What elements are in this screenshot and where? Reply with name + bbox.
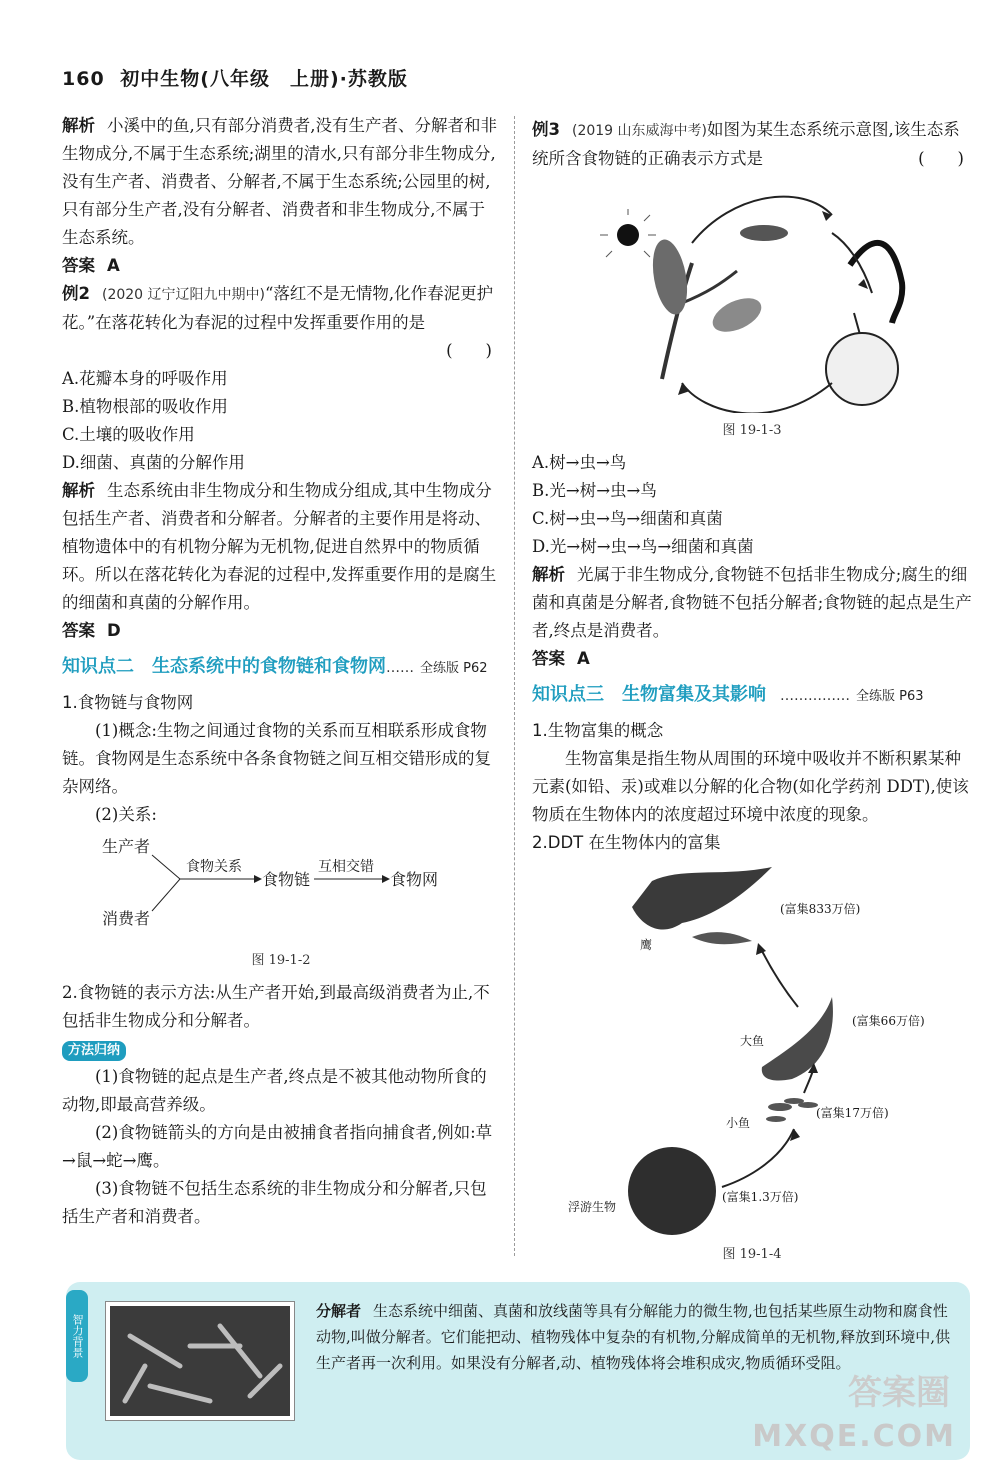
diagram-node-1: 食物链 xyxy=(262,870,311,889)
option-b: B.光→树→虫→鸟 xyxy=(532,481,657,500)
option-a: A.花瓣本身的呼吸作用 xyxy=(62,369,228,388)
smallfish-label: 小鱼 xyxy=(726,1116,751,1130)
method-item-1: (1)食物链的起点是生产者,终点是不被其他动物所食的动物,即最高营养级。 xyxy=(62,1067,487,1114)
analysis-1 xyxy=(62,112,500,252)
answer-label: 答案 xyxy=(532,649,565,668)
answer-label: 答案 xyxy=(62,621,95,640)
example-label: 例3 xyxy=(532,120,560,139)
analysis-label: 解析 xyxy=(532,565,565,584)
answer-2 xyxy=(62,617,500,645)
option-d: D.细菌、真菌的分解作用 xyxy=(62,453,245,472)
panel-body: 生态系统中细菌、真菌和放线菌等具有分解能力的微生物,也包括某些原生动物和腐食性动物,叫做分解者。它们能把动、植物残体中复杂的有机物,分解成简单的无机物,释放到环境中,供生产者再一次利用。如果没有分解者,动、植物残体将会堆积成灾,物质循环受阻。 xyxy=(316,1302,951,1372)
section-1-title: 1.食物链与食物网 xyxy=(62,693,194,712)
section-2-text: 2.食物链的表示方法:从生产者开始,到最高级消费者为止,不包括非生物成分和分解者。 xyxy=(62,983,490,1030)
figure-caption: 图 19-1-4 xyxy=(722,1247,782,1262)
plankton-note: (富集1.3万倍) xyxy=(722,1190,799,1204)
answer-value: D xyxy=(107,621,121,640)
analysis-text: 生态系统由非生物成分和生物成分组成,其中生物成分包括生产者、消费者和分解者。分解者的主要作用是将动、植物遗体中的有机物分解为无机物,促进自然界中的物质循环。所以在落花转化为春泥的过程中,发挥重要作用的是腐生的细菌和真菌的分解作用。 xyxy=(62,481,497,612)
option-d: D.光→树→虫→鸟→细菌和真菌 xyxy=(532,537,754,556)
analysis-3 xyxy=(532,561,972,645)
relation-diagram xyxy=(62,833,500,943)
figure-caption: 图 19-1-3 xyxy=(722,423,782,438)
page-header xyxy=(62,64,408,91)
analysis-text: 光属于非生物成分,食物链不包括非生物成分;腐生的细菌和真菌是分解者,食物链不包括分解者;食物链的起点是生产者,终点是消费者。 xyxy=(532,565,972,640)
eagle-label: 鹰 xyxy=(640,938,653,952)
book-title: 初中生物(八年级 上册)·苏教版 xyxy=(120,68,408,90)
eagle-note: (富集833万倍) xyxy=(780,902,861,916)
answer-label: 答案 xyxy=(62,256,95,275)
bigfish-label: 大鱼 xyxy=(740,1034,765,1048)
smallfish-note: (富集17万倍) xyxy=(816,1106,889,1120)
option-c: C.树→虫→鸟→细菌和真菌 xyxy=(532,509,723,528)
kp-dots: …… xyxy=(386,660,414,676)
page-number: 160 xyxy=(62,68,105,90)
column-divider xyxy=(514,116,515,1256)
knowledge-point-2 xyxy=(62,653,500,683)
right-column xyxy=(532,116,972,1273)
knowledge-point-3 xyxy=(532,681,972,711)
panel-term: 分解者 xyxy=(316,1302,362,1320)
method-item-3: (3)食物链不包括生态系统的非生物成分和分解者,只包括生产者和消费者。 xyxy=(62,1179,487,1226)
section-r1-text: 生物富集是指生物从周围的环境中吸收并不断积累某种元素(如铅、汞)或难以分解的化合物(如化学药剂 DDT),使该物质在生物体内的浓度超过环境中浓度的现象。 xyxy=(532,749,969,824)
panel-side-label: 智力背景 xyxy=(66,1290,88,1382)
analysis-2 xyxy=(62,477,500,617)
kp-title: 生物富集及其影响 xyxy=(622,684,766,705)
diagram-producer: 生产者 xyxy=(102,837,151,856)
left-column xyxy=(62,112,500,1231)
watermark-en: MXQE.COM xyxy=(752,1419,956,1454)
answer-value: A xyxy=(577,649,590,668)
kp-label: 知识点二 xyxy=(62,656,134,677)
analysis-label: 解析 xyxy=(62,116,95,135)
section-1-relation: (2)关系: xyxy=(95,805,157,824)
microbe-image xyxy=(110,1306,290,1416)
example-text: “落红不是无情物,化作春泥更护花。”在落花转化为春泥的过程中发挥重要作用的是 xyxy=(62,284,494,332)
bigfish-note: (富集66万倍) xyxy=(852,1014,925,1028)
kp-ref: 全练版 P62 xyxy=(420,661,488,676)
section-r2-title: 2.DDT 在生物体内的富集 xyxy=(532,833,721,852)
answer-value: A xyxy=(107,256,120,275)
figure-caption: 图 19-1-2 xyxy=(251,953,311,968)
option-c: C.土壤的吸收作用 xyxy=(62,425,195,444)
kp-label: 知识点三 xyxy=(532,684,604,705)
background-knowledge-panel xyxy=(66,1282,970,1460)
diagram-edge-1: 食物关系 xyxy=(186,859,242,875)
watermark-cn: 答案圈 xyxy=(848,1373,950,1413)
diagram-node-2: 食物网 xyxy=(390,870,439,889)
example-text: 如图为某生态系统示意图,该生态系统所含食物链的正确表示方式是 xyxy=(532,120,960,168)
kp-dots: …………… xyxy=(780,688,850,704)
answer-paren: ( ) xyxy=(918,149,964,168)
example-label: 例2 xyxy=(62,284,90,303)
ecosystem-illustration xyxy=(532,173,972,413)
option-b: B.植物根部的吸收作用 xyxy=(62,397,228,416)
section-1-concept: (1)概念:生物之间通过食物的关系而互相联系形成食物链。食物网是生态系统中各条食物链之间互相交错形成的复杂网络。 xyxy=(62,721,491,796)
answer-3 xyxy=(532,645,972,673)
method-item-2: (2)食物链箭头的方向是由被捕食者指向捕食者,例如:草→鼠→蛇→鹰。 xyxy=(62,1123,493,1170)
analysis-label: 解析 xyxy=(62,481,95,500)
plankton-label: 浮游生物 xyxy=(568,1200,617,1214)
section-r1-title: 1.生物富集的概念 xyxy=(532,721,664,740)
kp-title: 生态系统中的食物链和食物网 xyxy=(152,656,386,677)
analysis-text: 小溪中的鱼,只有部分消费者,没有生产者、分解者和非生物成分,不属于生态系统;湖里的清水,只有部分非生物成分,没有生产者、消费者、分解者,不属于生态系统;公园里的树,只有部分生产者,没有分解者、消费者和非生物成分,不属于生态系统。 xyxy=(62,116,497,247)
option-a: A.树→虫→鸟 xyxy=(532,453,627,472)
example-source: (2020 辽宁辽阳九中期中) xyxy=(101,287,265,303)
kp-ref: 全练版 P63 xyxy=(856,689,924,704)
answer-paren: ( ) xyxy=(446,341,492,360)
diagram-edge-2: 互相交错 xyxy=(318,859,374,875)
diagram-consumer: 消费者 xyxy=(102,909,151,928)
example-source: (2019 山东威海中考) xyxy=(571,123,707,139)
microbe-photo xyxy=(106,1302,294,1420)
biomagnification-figure xyxy=(532,857,972,1237)
answer-1 xyxy=(62,252,500,280)
example-2 xyxy=(62,280,500,337)
method-badge: 方法归纳 xyxy=(62,1041,126,1061)
ecosystem-figure xyxy=(532,173,972,413)
